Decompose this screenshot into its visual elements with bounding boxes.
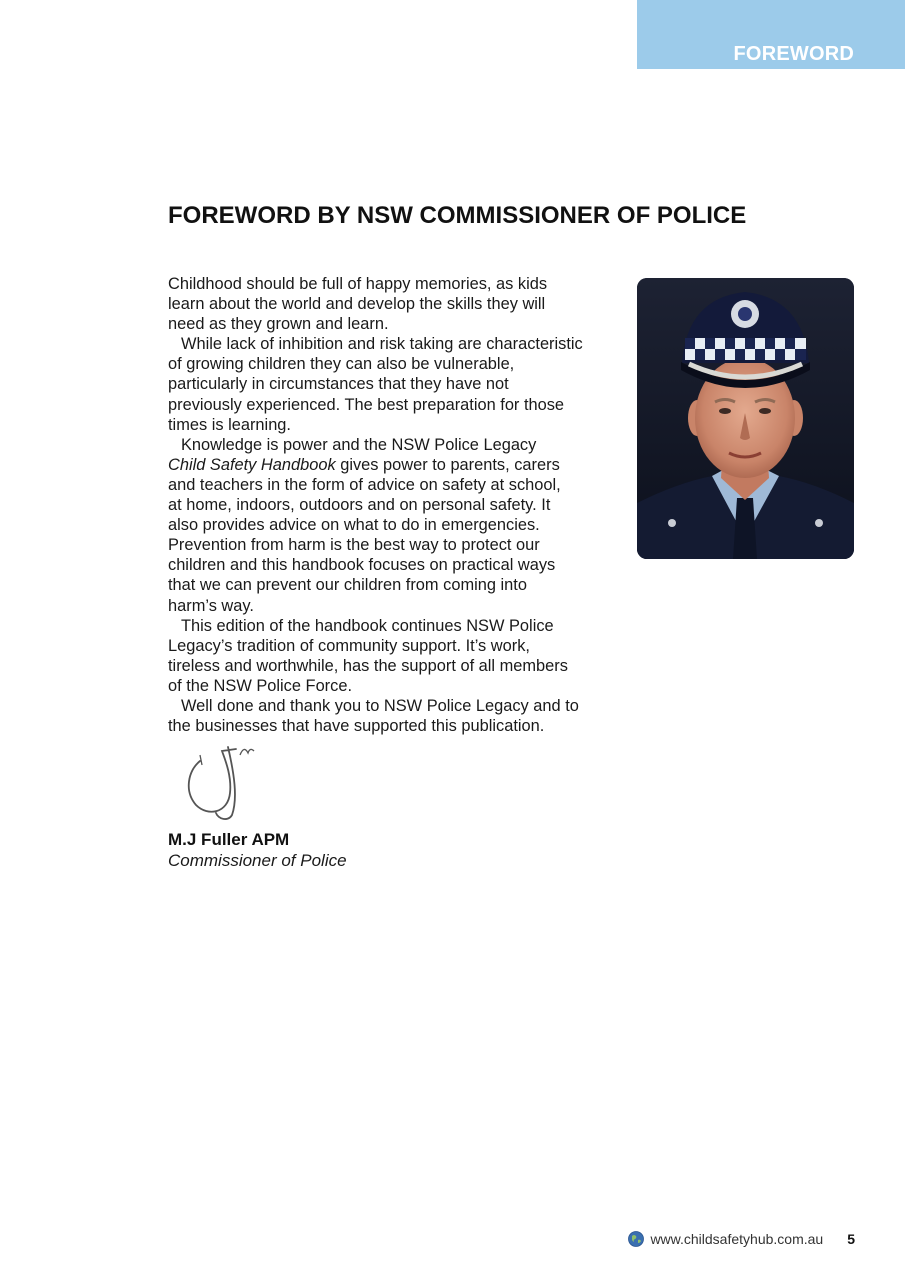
section-tab-label: FOREWORD xyxy=(733,43,854,65)
body-line: also provides advice on what to do in emergencies. xyxy=(168,516,540,535)
body-line-tail: gives power to parents, carers xyxy=(335,455,560,474)
body-line: Well done and thank you to NSW Police Legacy and to xyxy=(181,696,579,715)
portrait-illustration xyxy=(637,278,854,559)
body-line: times is learning. xyxy=(168,415,291,434)
footer-website: www.childsafetyhub.com.au xyxy=(650,1231,824,1247)
body-line: Childhood should be full of happy memories, as kids xyxy=(168,275,548,293)
body-line: of the NSW Police Force. xyxy=(168,676,353,695)
body-line: harm’s way. xyxy=(168,596,254,615)
body-line: the businesses that have supported this publication. xyxy=(168,717,545,736)
body-line: at home, indoors, outdoors and on personal safety. It xyxy=(168,496,551,515)
body-line: While lack of inhibition and risk taking are characteristic xyxy=(181,335,583,354)
section-tab xyxy=(637,0,905,69)
body-line: particularly in circumstances that they have not xyxy=(168,375,509,394)
body-line: This edition of the handbook continues NSW Police xyxy=(181,616,554,635)
body-line: previously experienced. The best preparation for those xyxy=(168,395,565,414)
body-line: Legacy’s tradition of community support. It’s work, xyxy=(168,636,530,655)
signer-name: M.J Fuller APM xyxy=(168,830,290,849)
body-line: children and this handbook focuses on practical ways xyxy=(168,556,556,575)
page-footer xyxy=(628,1231,855,1247)
commissioner-portrait xyxy=(637,278,854,559)
page-title: FOREWORD BY NSW COMMISSIONER OF POLICE xyxy=(168,202,747,229)
handbook-title: Child Safety Handbook xyxy=(168,455,336,474)
foreword-body xyxy=(168,274,618,736)
page-number: 5 xyxy=(847,1231,855,1247)
body-line: and teachers in the form of advice on safety at school, xyxy=(168,475,561,494)
body-line: Knowledge is power and the NSW Police Legacy xyxy=(181,435,537,454)
body-line xyxy=(168,455,618,475)
body-line: Prevention from harm is the best way to protect our xyxy=(168,536,540,555)
body-line: need as they grown and learn. xyxy=(168,315,389,334)
body-line: learn about the world and develop the skills they will xyxy=(168,295,546,314)
body-line: tireless and worthwhile, has the support of all members xyxy=(168,656,568,675)
body-line: that we can prevent our children from coming into xyxy=(168,576,527,595)
body-line: of growing children they can also be vulnerable, xyxy=(168,355,515,374)
globe-icon xyxy=(628,1231,644,1247)
signer-title: Commissioner of Police xyxy=(168,851,347,870)
signature xyxy=(178,743,268,823)
